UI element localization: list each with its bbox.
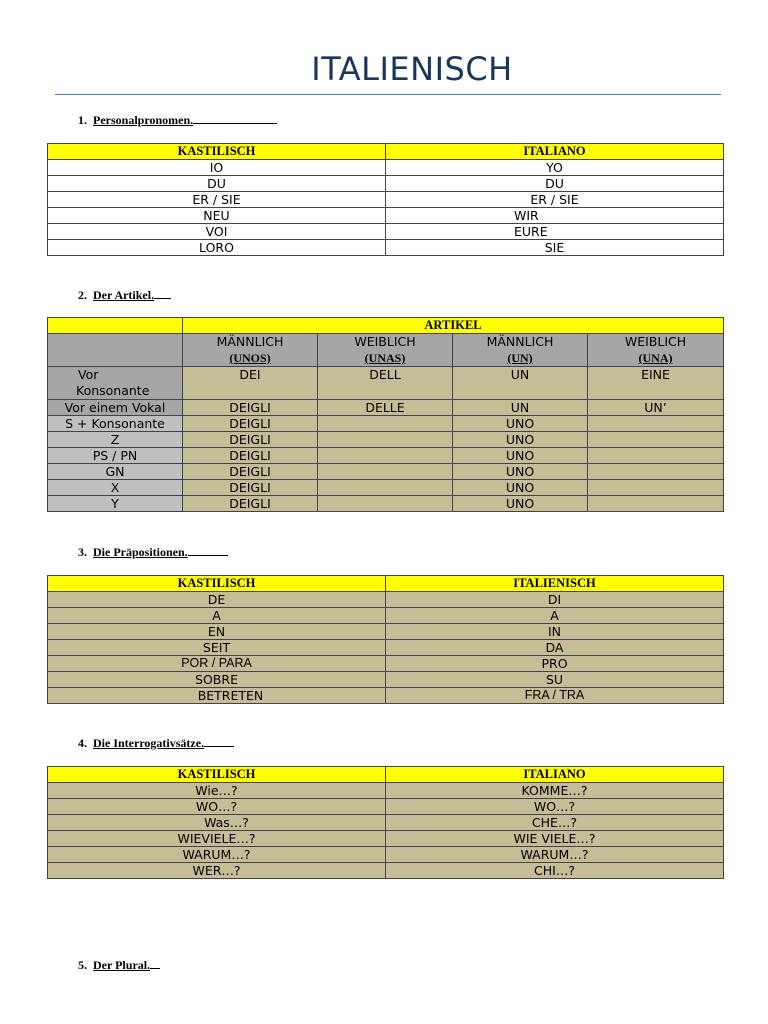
table-cell: [318, 432, 453, 448]
table-cell: EURE: [386, 224, 724, 240]
column-header: KASTILISCH: [48, 576, 386, 592]
column-header-label: WEIBLICH: [624, 334, 687, 349]
row-label: PS / PN: [48, 448, 183, 464]
table-cell: [588, 448, 724, 464]
table-cell: UN: [453, 400, 588, 416]
section-heading-4: [78, 736, 234, 751]
table-cell: EN: [48, 624, 386, 640]
column-header-label: MÄNNLICH: [216, 334, 284, 349]
table-cell: VOI: [48, 224, 386, 240]
table-cell: UNO: [453, 464, 588, 480]
table-cell: DU: [48, 176, 386, 192]
column-header-sub: (UNA): [638, 351, 673, 365]
section-number: 5.: [78, 958, 87, 972]
row-label-line: Vor: [78, 367, 99, 382]
table-cell: [318, 480, 453, 496]
row-label: Vor einem Vokal: [48, 400, 183, 416]
column-header: [183, 334, 318, 367]
table-cell: WIEVIELE…?: [48, 831, 386, 847]
table-cell: DEIGLI: [183, 432, 318, 448]
row-label: Z: [48, 432, 183, 448]
table-cell: DEIGLI: [183, 448, 318, 464]
table-cell: [318, 496, 453, 512]
column-header: KASTILISCH: [48, 144, 386, 160]
section-number: 3.: [78, 545, 87, 559]
table-cell: WIR: [386, 208, 724, 224]
table-cell: EINE: [588, 367, 724, 400]
header-blank: [48, 334, 183, 367]
row-label: Y: [48, 496, 183, 512]
table-cell: CHI…?: [386, 863, 724, 879]
table-cell: WIE VIELE…?: [386, 831, 724, 847]
table-cell: DELLE: [318, 400, 453, 416]
table-cell: [588, 496, 724, 512]
table-cell: WO…?: [386, 799, 724, 815]
table-cell: SEIT: [48, 640, 386, 656]
column-header: ARTIKEL: [183, 318, 724, 334]
column-header: KASTILISCH: [48, 767, 386, 783]
table-cell: KOMME…?: [386, 783, 724, 799]
table-cell: YO: [386, 160, 724, 176]
row-label: S + Konsonante: [48, 416, 183, 432]
table-cell: SU: [386, 672, 724, 688]
table-cell: UN: [453, 367, 588, 400]
table-cell: [588, 480, 724, 496]
table-cell: [588, 464, 724, 480]
table-cell: SIE: [386, 240, 724, 256]
table-cell: DELL: [318, 367, 453, 400]
table-cell: A: [386, 608, 724, 624]
section-title: Die Interrogativsätze.: [93, 736, 205, 750]
table-cell: UNO: [453, 416, 588, 432]
table-cell: DEIGLI: [183, 400, 318, 416]
table-artikel: [47, 317, 724, 512]
column-header: ITALIANO: [386, 144, 724, 160]
table-cell: UNO: [453, 480, 588, 496]
table-cell: Wie…?: [48, 783, 386, 799]
table-cell: POR / PARA: [48, 656, 386, 672]
table-cell: [318, 416, 453, 432]
table-praepositionen: [47, 575, 724, 704]
section-title: Der Artikel.: [93, 288, 155, 302]
table-cell: DI: [386, 592, 724, 608]
column-header: [588, 334, 724, 367]
table-cell: A: [48, 608, 386, 624]
column-header-label: MÄNNLICH: [486, 334, 554, 349]
section-title: Die Präpositionen.: [93, 545, 188, 559]
column-header: [318, 334, 453, 367]
row-label: X: [48, 480, 183, 496]
section-heading-1: [78, 113, 277, 128]
table-cell: FRA / TRA: [386, 688, 724, 704]
table-cell: UN’: [588, 400, 724, 416]
table-personalpronomen: [47, 143, 724, 256]
table-cell: DEIGLI: [183, 416, 318, 432]
table-cell: DEIGLI: [183, 496, 318, 512]
section-heading-2: [78, 288, 171, 303]
table-cell: [588, 416, 724, 432]
table-cell: IN: [386, 624, 724, 640]
section-title: Der Plural.: [93, 958, 151, 972]
table-cell: DEIGLI: [183, 480, 318, 496]
table-cell: DA: [386, 640, 724, 656]
section-heading-3: [78, 545, 228, 560]
section-title: Personalpronomen.: [93, 113, 194, 127]
section-number: 1.: [78, 113, 87, 127]
table-cell: WO…?: [48, 799, 386, 815]
table-cell: DE: [48, 592, 386, 608]
table-cell: [588, 432, 724, 448]
column-header-label: WEIBLICH: [354, 334, 416, 349]
table-cell: DEIGLI: [183, 464, 318, 480]
table-cell: BETRETEN: [48, 688, 386, 704]
table-cell: [318, 464, 453, 480]
table-cell: DU: [386, 176, 724, 192]
column-header-sub: (UNAS): [364, 351, 406, 365]
table-cell: WER…?: [48, 863, 386, 879]
page-title: ITALIENISCH: [311, 50, 513, 88]
column-header-sub: (UNOS): [229, 351, 271, 365]
table-cell: [318, 448, 453, 464]
column-header: [453, 334, 588, 367]
section-heading-5: [78, 958, 160, 973]
column-header-sub: (UN): [507, 351, 533, 365]
table-cell: DEI: [183, 367, 318, 400]
title-rule: [55, 94, 721, 95]
table-cell: ER / SIE: [48, 192, 386, 208]
table-cell: NEU: [48, 208, 386, 224]
table-interrogativsaetze: [47, 766, 724, 879]
table-cell: SOBRE: [48, 672, 386, 688]
table-cell: CHE…?: [386, 815, 724, 831]
table-cell: UNO: [453, 496, 588, 512]
section-number: 4.: [78, 736, 87, 750]
table-cell: WARUM…?: [48, 847, 386, 863]
table-cell: LORO: [48, 240, 386, 256]
column-header: ITALIANO: [386, 767, 724, 783]
section-number: 2.: [78, 288, 87, 302]
header-blank: [48, 318, 183, 334]
table-cell: ER / SIE: [386, 192, 724, 208]
table-cell: WARUM…?: [386, 847, 724, 863]
row-label-line: Konsonante: [76, 383, 150, 398]
column-header: ITALIENISCH: [386, 576, 724, 592]
table-cell: UNO: [453, 432, 588, 448]
table-cell: UNO: [453, 448, 588, 464]
row-label: [48, 367, 183, 400]
table-cell: IO: [48, 160, 386, 176]
row-label: GN: [48, 464, 183, 480]
table-cell: Was…?: [48, 815, 386, 831]
table-cell: PRO: [386, 656, 724, 672]
